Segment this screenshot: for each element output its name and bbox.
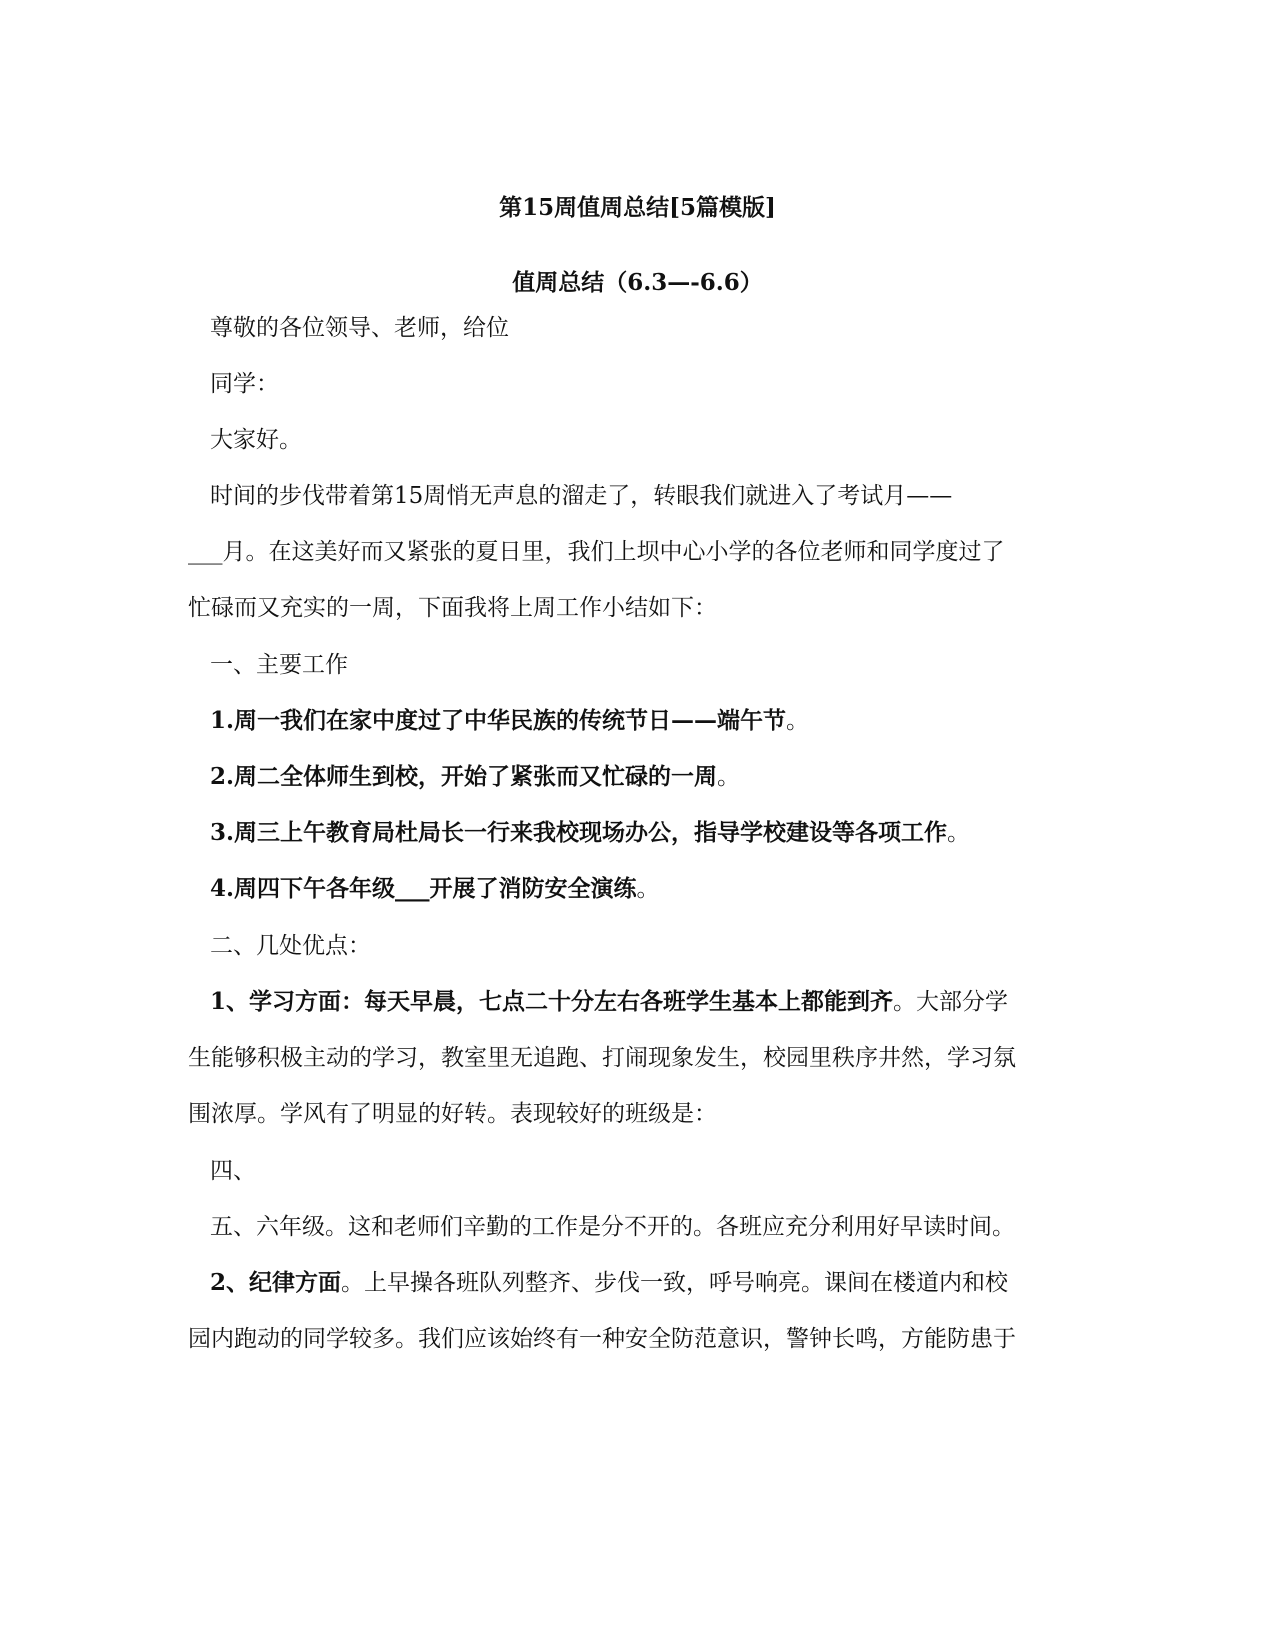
document-subtitle: 值周总结（6.3—-6.6） <box>512 269 763 296</box>
study-heading-text: 1、学习方面：每天早晨，七点二十分左右各班学生基本上都能到齐 <box>210 988 894 1015</box>
work-item-1 <box>210 706 809 736</box>
work-item-4-period: 。 <box>636 876 660 902</box>
study-paragraph-start: 。大部分学 <box>893 989 1009 1015</box>
work-item-4-text: 4.周四下午各年级___开展了消防安全演练 <box>210 875 637 902</box>
salutation-line-1: 尊敬的各位领导、老师，给位 <box>210 315 509 341</box>
discipline-heading-text: 2、纪律方面 <box>210 1269 342 1296</box>
paragraph-intro-line-2: ___月。在这美好而又紧张的夏日里，我们上坝中心小学的各位老师和同学度过了 <box>188 539 1005 565</box>
discipline-paragraph-start: 。上早操各班队列整齐、步伐一致，呼号响亮。课间在楼道内和校 <box>341 1270 1009 1296</box>
grade-line-five-six: 五、六年级。这和老师们辛勤的工作是分不开的。各班应充分利用好早读时间。 <box>210 1214 1015 1240</box>
section-heading-main-work: 一、主要工作 <box>210 652 348 678</box>
document-title: 第15周值周总结[5篇模版] <box>499 194 776 221</box>
paragraph-intro-line-1: 时间的步伐带着第15周悄无声息的溜走了，转眼我们就进入了考试月—— <box>210 483 953 509</box>
grade-line-four: 四、 <box>210 1158 256 1184</box>
work-item-3-text: 3.周三上午教育局杜局长一行来我校现场办公，指导学校建设等各项工作 <box>210 819 948 846</box>
study-paragraph-line-2: 生能够积极主动的学习，教室里无追跑、打闹现象发生，校园里秩序井然，学习氛 <box>188 1045 1016 1071</box>
study-paragraph-line-1 <box>210 987 1008 1017</box>
work-item-1-period: 。 <box>786 708 810 734</box>
paragraph-intro-line-3: 忙碌而又充实的一周，下面我将上周工作小结如下： <box>188 595 717 621</box>
work-item-2 <box>210 762 740 792</box>
study-paragraph-line-3: 围浓厚。学风有了明显的好转。表现较好的班级是： <box>188 1101 717 1127</box>
work-item-2-text: 2.周二全体师生到校，开始了紧张而又忙碌的一周 <box>210 763 718 790</box>
work-item-2-period: 。 <box>717 764 741 790</box>
work-item-3-period: 。 <box>947 820 971 846</box>
work-item-3 <box>210 818 970 848</box>
greeting-line: 大家好。 <box>210 427 302 453</box>
work-item-1-text: 1.周一我们在家中度过了中华民族的传统节日——端午节 <box>210 707 787 734</box>
salutation-line-2: 同学： <box>210 371 279 397</box>
discipline-paragraph-line-1 <box>210 1268 1008 1298</box>
discipline-paragraph-line-2: 园内跑动的同学较多。我们应该始终有一种安全防范意识，警钟长鸣，方能防患于 <box>188 1326 1016 1352</box>
work-item-4 <box>210 874 660 904</box>
section-heading-strengths: 二、几处优点： <box>210 933 371 959</box>
